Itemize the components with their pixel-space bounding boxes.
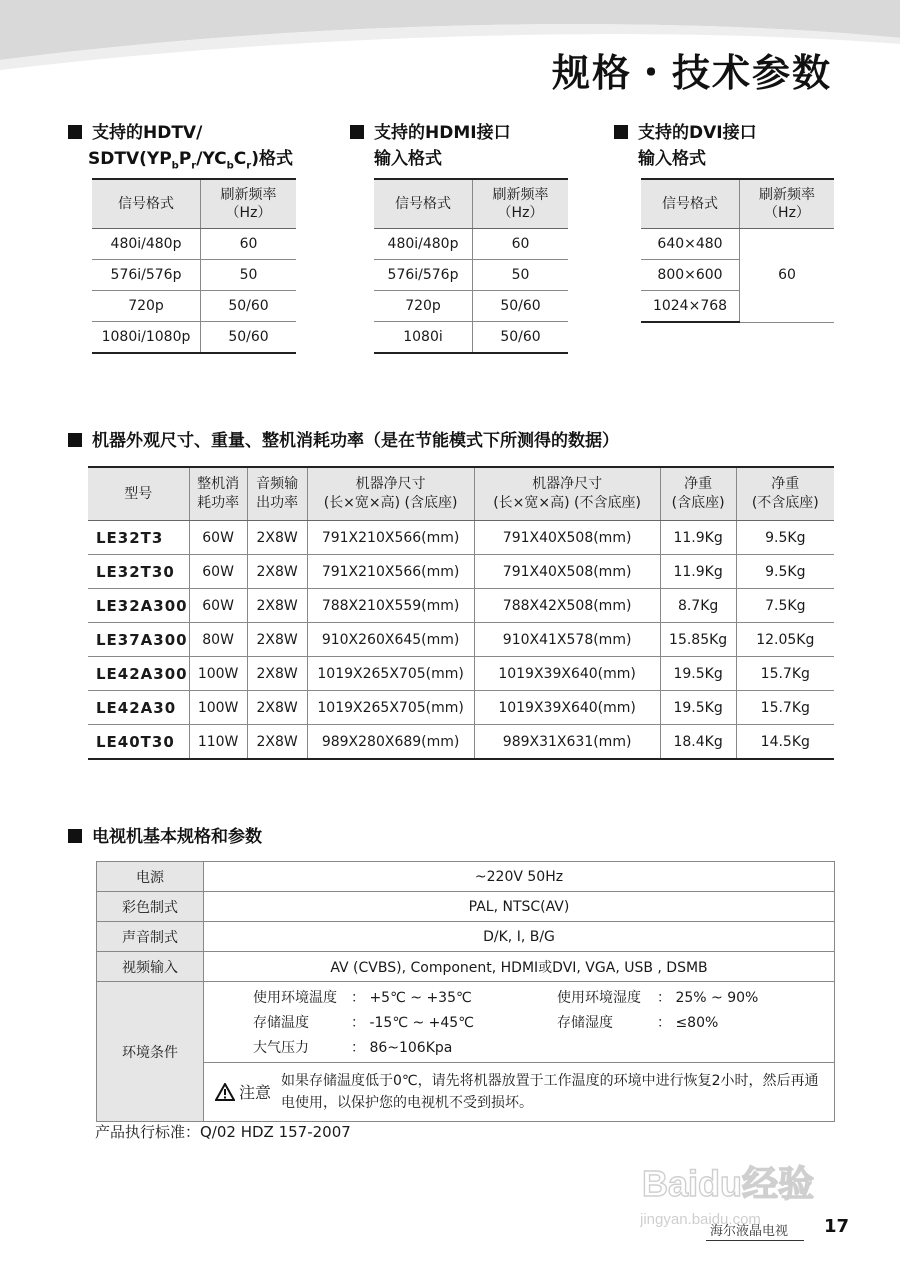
audio-cell: 2X8W xyxy=(247,691,307,725)
size-no-stand-cell: 910X41X578(mm) xyxy=(474,623,660,657)
caution-note xyxy=(205,1064,833,1120)
model-cell: LE32T30 xyxy=(88,555,189,589)
size-with-stand-cell: 989X280X689(mm) xyxy=(307,725,474,760)
model-cell: LE42A300 xyxy=(88,657,189,691)
audio-cell: 2X8W xyxy=(247,657,307,691)
rate-cell: 60 xyxy=(201,229,297,260)
weight-no-stand-cell: 15.7Kg xyxy=(736,657,834,691)
rate-cell: 50/60 xyxy=(473,322,569,354)
table-row xyxy=(88,691,834,725)
caution-label: 注意 xyxy=(239,1083,272,1102)
power-cell: 60W xyxy=(189,555,247,589)
table-row xyxy=(92,322,296,354)
col-weight-no-stand: 净重 (不含底座) xyxy=(736,467,834,521)
spec-label: 视频输入 xyxy=(97,952,204,982)
basic-spec-table xyxy=(96,861,835,1122)
hdtv-heading: 支持的HDTV/ $SDTV(YP_bP_r/YC_bC_r)$格式 xyxy=(68,120,293,179)
signal-cell: 1080i xyxy=(374,322,473,354)
table-row xyxy=(374,322,568,354)
table-row xyxy=(374,260,568,291)
col-signal-format: 信号格式 xyxy=(92,179,201,229)
table-row xyxy=(88,725,834,760)
model-cell: LE32T3 xyxy=(88,521,189,555)
footer-brand: 海尔液晶电视 xyxy=(710,1224,789,1239)
dimensions-heading: 机器外观尺寸、重量、整机消耗功率（是在节能模式下所测得的数据） xyxy=(68,428,619,454)
power-cell: 60W xyxy=(189,521,247,555)
col-signal-format: 信号格式 xyxy=(641,179,740,229)
signal-cell: 480i/480p xyxy=(92,229,201,260)
spec-value: AV (CVBS), Component, HDMI或DVI, VGA, USB , DSMB xyxy=(204,952,835,982)
table-row xyxy=(88,521,834,555)
weight-with-stand-cell: 11.9Kg xyxy=(660,555,736,589)
size-no-stand-cell: 788X42X508(mm) xyxy=(474,589,660,623)
col-power: 整机消 耗功率 xyxy=(189,467,247,521)
col-refresh-rate: 刷新频率 （Hz） xyxy=(740,179,835,229)
model-cell: LE32A300 xyxy=(88,589,189,623)
table-row xyxy=(374,229,568,260)
storage-humidity-value: ： ≤80% xyxy=(657,1015,719,1031)
rate-cell: 50/60 xyxy=(473,291,569,322)
size-with-stand-cell: 1019X265X705(mm) xyxy=(307,657,474,691)
col-refresh-rate: 刷新频率 （Hz） xyxy=(201,179,297,229)
hdmi-format-table xyxy=(374,178,568,354)
table-row xyxy=(97,862,835,892)
weight-no-stand-cell: 9.5Kg xyxy=(736,555,834,589)
basic-spec-heading: 电视机基本规格和参数 xyxy=(68,824,262,850)
table-row xyxy=(97,1063,835,1122)
table-row xyxy=(88,657,834,691)
rate-cell: 60 xyxy=(473,229,569,260)
model-cell: LE40T30 xyxy=(88,725,189,760)
spec-value: D/K, I, B/G xyxy=(204,922,835,952)
signal-cell: 720p xyxy=(92,291,201,322)
weight-with-stand-cell: 19.5Kg xyxy=(660,657,736,691)
weight-with-stand-cell: 15.85Kg xyxy=(660,623,736,657)
weight-with-stand-cell: 11.9Kg xyxy=(660,521,736,555)
warning-icon xyxy=(215,1083,235,1101)
audio-cell: 2X8W xyxy=(247,725,307,760)
size-with-stand-cell: 1019X265X705(mm) xyxy=(307,691,474,725)
bullet-square-icon xyxy=(68,433,82,447)
power-cell: 60W xyxy=(189,589,247,623)
spec-label: 彩色制式 xyxy=(97,892,204,922)
table-row xyxy=(97,892,835,922)
signal-cell: 480i/480p xyxy=(374,229,473,260)
rate-cell: 50/60 xyxy=(201,322,297,354)
bullet-square-icon xyxy=(68,829,82,843)
storage-temp-label: 存储温度 xyxy=(253,1015,309,1031)
env-conditions xyxy=(205,983,833,1061)
size-with-stand-cell: 788X210X559(mm) xyxy=(307,589,474,623)
bullet-square-icon xyxy=(350,125,364,139)
size-with-stand-cell: 791X210X566(mm) xyxy=(307,555,474,589)
weight-no-stand-cell: 14.5Kg xyxy=(736,725,834,760)
pressure-label: 大气压力 xyxy=(253,1040,309,1056)
table-row xyxy=(88,555,834,589)
audio-cell: 2X8W xyxy=(247,555,307,589)
weight-no-stand-cell: 7.5Kg xyxy=(736,589,834,623)
size-no-stand-cell: 1019X39X640(mm) xyxy=(474,657,660,691)
rate-cell: 50 xyxy=(201,260,297,291)
page-title: 规格・技术参数 xyxy=(551,51,832,95)
size-no-stand-cell: 1019X39X640(mm) xyxy=(474,691,660,725)
audio-cell: 2X8W xyxy=(247,589,307,623)
spec-label: 电源 xyxy=(97,862,204,892)
table-row xyxy=(88,589,834,623)
dvi-format-table xyxy=(641,178,834,323)
spec-value: ~220V 50Hz xyxy=(204,862,835,892)
dimensions-table xyxy=(88,466,834,760)
product-standard: 产品执行标准：Q/02 HDZ 157-2007 xyxy=(95,1123,351,1141)
rate-cell: 50 xyxy=(473,260,569,291)
model-cell: LE37A300 xyxy=(88,623,189,657)
signal-cell: 576i/576p xyxy=(374,260,473,291)
weight-no-stand-cell: 9.5Kg xyxy=(736,521,834,555)
op-temp-value: ： +5℃ ~ +35℃ xyxy=(351,990,472,1006)
signal-cell: 576i/576p xyxy=(92,260,201,291)
rate-cell: 60 xyxy=(740,229,835,323)
weight-with-stand-cell: 19.5Kg xyxy=(660,691,736,725)
hdmi-heading: 支持的HDMI接口 输入格式 xyxy=(350,120,511,172)
page-number: 17 xyxy=(824,1216,850,1237)
size-no-stand-cell: 989X31X631(mm) xyxy=(474,725,660,760)
size-with-stand-cell: 910X260X645(mm) xyxy=(307,623,474,657)
watermark-brand: Baidu经验 xyxy=(642,1163,815,1204)
power-cell: 80W xyxy=(189,623,247,657)
storage-temp-value: ： -15℃ ~ +45℃ xyxy=(351,1015,474,1031)
table-row xyxy=(92,229,296,260)
audio-cell: 2X8W xyxy=(247,623,307,657)
watermark-logo xyxy=(640,1150,830,1230)
footer-rule xyxy=(706,1240,804,1241)
dvi-heading: 支持的DVI接口 输入格式 xyxy=(614,120,757,172)
bullet-square-icon xyxy=(68,125,82,139)
col-refresh-rate: 刷新频率 （Hz） xyxy=(473,179,569,229)
col-size-no-stand: 机器净尺寸 (长×宽×高) (不含底座) xyxy=(474,467,660,521)
col-size-with-stand: 机器净尺寸 (长×宽×高) (含底座) xyxy=(307,467,474,521)
rate-cell: 50/60 xyxy=(201,291,297,322)
model-cell: LE42A30 xyxy=(88,691,189,725)
col-weight-with-stand: 净重 (含底座) xyxy=(660,467,736,521)
signal-cell: 1024×768 xyxy=(641,291,740,323)
pressure-value: ： 86~106Kpa xyxy=(351,1040,453,1056)
power-cell: 100W xyxy=(189,657,247,691)
env-label: 环境条件 xyxy=(97,982,204,1122)
table-row xyxy=(88,623,834,657)
weight-with-stand-cell: 18.4Kg xyxy=(660,725,736,760)
spec-value: PAL, NTSC(AV) xyxy=(204,892,835,922)
power-cell: 110W xyxy=(189,725,247,760)
weight-no-stand-cell: 15.7Kg xyxy=(736,691,834,725)
bullet-square-icon xyxy=(614,125,628,139)
weight-no-stand-cell: 12.05Kg xyxy=(736,623,834,657)
watermark-url: jingyan.baidu.com xyxy=(640,1211,761,1228)
audio-cell: 2X8W xyxy=(247,521,307,555)
signal-cell: 640×480 xyxy=(641,229,740,260)
table-row xyxy=(374,291,568,322)
size-no-stand-cell: 791X40X508(mm) xyxy=(474,555,660,589)
col-signal-format: 信号格式 xyxy=(374,179,473,229)
power-cell: 100W xyxy=(189,691,247,725)
hdtv-format-table xyxy=(92,178,296,354)
col-model: 型号 xyxy=(88,467,189,521)
signal-cell: 1080i/1080p xyxy=(92,322,201,354)
table-row xyxy=(92,260,296,291)
table-row xyxy=(97,982,835,1063)
signal-cell: 720p xyxy=(374,291,473,322)
col-audio: 音频输 出功率 xyxy=(247,467,307,521)
table-row xyxy=(641,229,834,260)
storage-humidity-label: 存储湿度 xyxy=(557,1015,613,1031)
weight-with-stand-cell: 8.7Kg xyxy=(660,589,736,623)
size-with-stand-cell: 791X210X566(mm) xyxy=(307,521,474,555)
signal-cell: 800×600 xyxy=(641,260,740,291)
op-humidity-value: ： 25% ~ 90% xyxy=(657,990,759,1006)
op-temp-label: 使用环境温度 xyxy=(253,990,337,1006)
table-row xyxy=(97,952,835,982)
spec-label: 声音制式 xyxy=(97,922,204,952)
op-humidity-label: 使用环境湿度 xyxy=(557,990,641,1006)
table-row xyxy=(92,291,296,322)
caution-text: 如果存储温度低于0℃，请先将机器放置于工作温度的环境中进行恢复2小时，然后再通电使用，以保护您的电视机不受到损坏。 xyxy=(281,1073,819,1111)
table-row xyxy=(97,922,835,952)
size-no-stand-cell: 791X40X508(mm) xyxy=(474,521,660,555)
